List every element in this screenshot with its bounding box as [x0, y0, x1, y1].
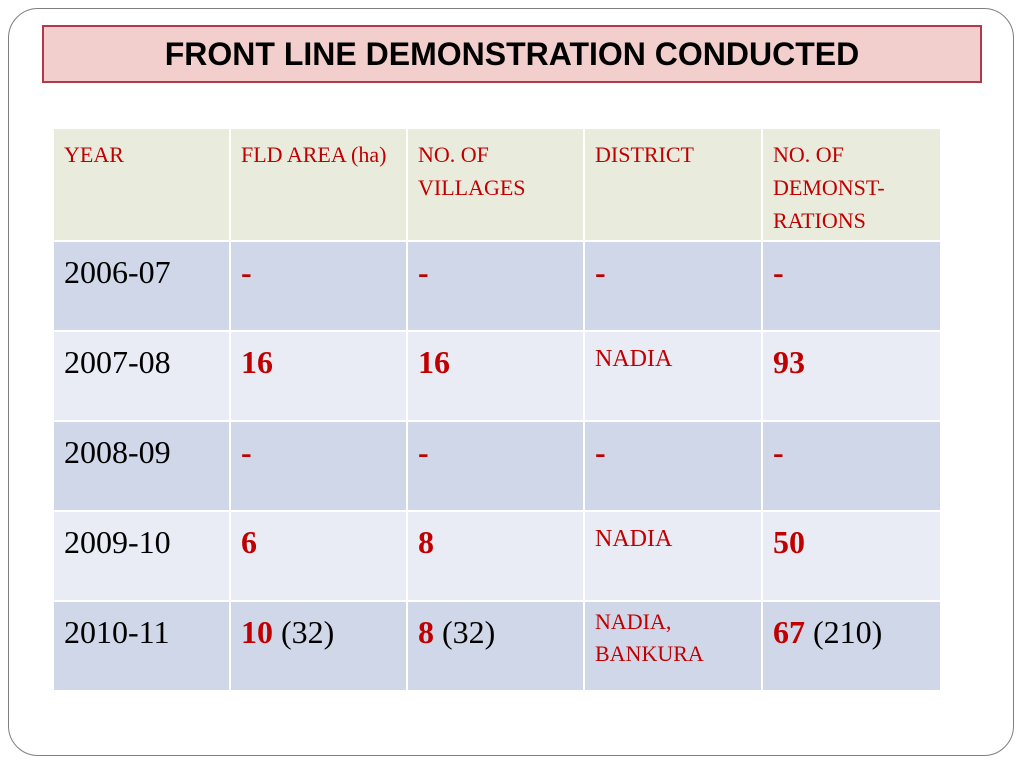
cell-villages-value: 16 — [418, 344, 450, 380]
cell-demos-value: 93 — [773, 344, 805, 380]
title-box — [42, 25, 982, 83]
header-year: YEAR — [53, 128, 230, 241]
cell-year: 2006-07 — [53, 241, 230, 331]
cell-area — [230, 421, 407, 511]
table-row — [53, 421, 941, 511]
cell-area — [230, 511, 407, 601]
cell-demos — [762, 241, 941, 331]
cell-year: 2007-08 — [53, 331, 230, 421]
cell-demos-value: - — [773, 254, 784, 290]
cell-villages — [407, 241, 584, 331]
cell-villages-value: - — [418, 254, 429, 290]
cell-villages — [407, 511, 584, 601]
cell-demos — [762, 511, 941, 601]
cell-area-value: - — [241, 254, 252, 290]
cell-district: - — [584, 241, 762, 331]
cell-area-value: - — [241, 434, 252, 470]
cell-area-value: 6 — [241, 524, 257, 560]
cell-demos-value: 67 — [773, 614, 805, 650]
cell-year: 2009-10 — [53, 511, 230, 601]
header-district: DISTRICT — [584, 128, 762, 241]
cell-district: NADIA, BANKURA — [584, 601, 762, 691]
cell-district: NADIA — [584, 511, 762, 601]
cell-area-value: 16 — [241, 344, 273, 380]
cell-demos-value: - — [773, 434, 784, 470]
header-villages: NO. OF VILLAGES — [407, 128, 584, 241]
cell-villages-value: 8 — [418, 614, 434, 650]
cell-district: - — [584, 421, 762, 511]
table-row — [53, 601, 941, 691]
header-demonstrations: NO. OF DEMONST-RATIONS — [762, 128, 941, 241]
cell-villages — [407, 421, 584, 511]
header-fld-area: FLD AREA (ha) — [230, 128, 407, 241]
cell-year: 2010-11 — [53, 601, 230, 691]
cell-district: NADIA — [584, 331, 762, 421]
table-header-row — [53, 128, 941, 241]
cell-area — [230, 601, 407, 691]
cell-demos — [762, 601, 941, 691]
cell-area-value: 10 — [241, 614, 273, 650]
cell-area — [230, 241, 407, 331]
table-row — [53, 511, 941, 601]
cell-year: 2008-09 — [53, 421, 230, 511]
cell-demos-value: 50 — [773, 524, 805, 560]
cell-villages — [407, 331, 584, 421]
slide-title: FRONT LINE DEMONSTRATION CONDUCTED — [164, 35, 860, 72]
cell-demos — [762, 421, 941, 511]
cell-villages-extra: (32) — [434, 614, 496, 650]
cell-area-extra: (32) — [273, 614, 335, 650]
fld-table — [52, 127, 942, 692]
cell-villages — [407, 601, 584, 691]
cell-villages-value: - — [418, 434, 429, 470]
cell-area — [230, 331, 407, 421]
table-row — [53, 331, 941, 421]
table-row — [53, 241, 941, 331]
cell-villages-value: 8 — [418, 524, 434, 560]
cell-demos-extra: (210) — [805, 614, 883, 650]
cell-demos — [762, 331, 941, 421]
